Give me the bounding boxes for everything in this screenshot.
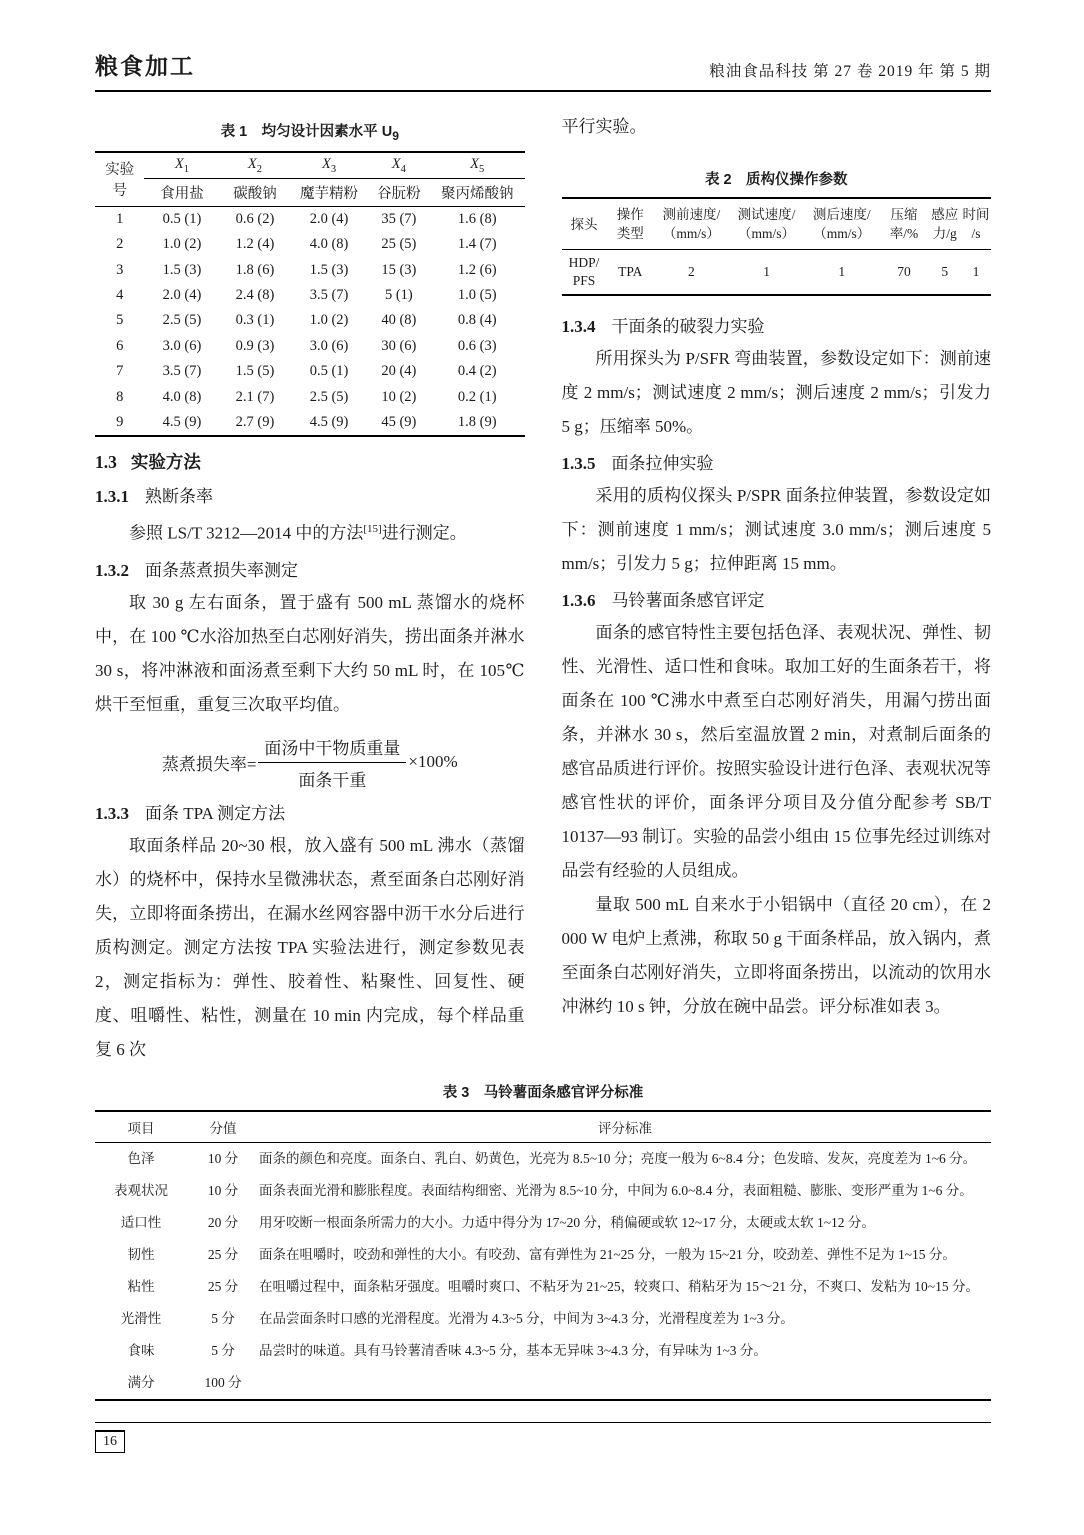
table1-caption-text: 表 1 均匀设计因素水平 U bbox=[220, 124, 393, 140]
table-cell: 20 分 bbox=[207, 1214, 239, 1230]
table3-section bbox=[95, 1081, 991, 1401]
header-line: （mm/s） bbox=[662, 226, 720, 241]
table-cell: 9 bbox=[116, 413, 124, 430]
table-cell: 5 (1) bbox=[384, 287, 413, 304]
section-number: 1.3.3 bbox=[95, 803, 129, 823]
table-cell: 光滑性 bbox=[120, 1310, 162, 1326]
table3-caption: 表 3 马铃薯面条感官评分标准 bbox=[442, 1084, 644, 1101]
section-number: 1.3.6 bbox=[561, 591, 596, 610]
table1-factor-symbol bbox=[430, 152, 525, 178]
table-cell: 0.2 (1) bbox=[457, 388, 497, 405]
table-cell: 25 分 bbox=[207, 1246, 239, 1262]
right-column bbox=[562, 110, 992, 1067]
table1-rowheader-line2: 号 bbox=[112, 183, 127, 200]
table-cell: 2.7 (9) bbox=[235, 413, 275, 430]
table-cell: 10 分 bbox=[207, 1182, 239, 1198]
table3-header: 分值 bbox=[187, 1111, 259, 1143]
paragraph-text: 参照 LS/T 3212—2014 中的方法 bbox=[129, 523, 364, 543]
header-line: 感应 bbox=[931, 207, 959, 222]
table-cell: 2.1 (7) bbox=[235, 388, 275, 405]
table-cell: 3 bbox=[116, 261, 124, 278]
section-heading-1-3-3 bbox=[95, 799, 525, 824]
paragraph-1-3-5: 采用的质构仪探头 P/SPR 面条拉伸装置，参数设定如下：测前速度 1 mm/s；测试速度 3.0 mm/s；测后速度 5 mm/s；引发力 5 g；拉伸距离 15 mm。 bbox=[561, 486, 991, 573]
table-cell: 粘性 bbox=[127, 1278, 155, 1294]
table-cell: 2 bbox=[688, 264, 695, 279]
table-cell: 6 bbox=[116, 337, 124, 354]
table-cell: 用牙咬断一根面条所需力的大小。力适中得分为 17~20 分，稍偏硬或软 12~17 分，太硬或太软 1~12 分。 bbox=[259, 1214, 875, 1230]
table-row bbox=[95, 206, 525, 232]
table-cell: 0.6 (2) bbox=[235, 210, 275, 227]
header-line: 压缩 bbox=[890, 207, 918, 222]
table-cell: 1 bbox=[972, 264, 980, 279]
section-heading-1-3-1 bbox=[95, 482, 525, 507]
column-section-title: 粮食加工 bbox=[95, 53, 195, 79]
header-line: （mm/s） bbox=[738, 226, 796, 241]
citation-marker: [15] bbox=[363, 523, 382, 536]
header-line: 操作 bbox=[616, 207, 644, 222]
table-cell: 25 (5) bbox=[381, 236, 417, 253]
table-cell: 20 (4) bbox=[381, 363, 417, 380]
table2-caption: 表 2 质构仪操作参数 bbox=[704, 172, 848, 188]
sensory-scoring-table bbox=[95, 1110, 991, 1401]
table-cell: 0.6 (3) bbox=[457, 337, 497, 354]
carryover-paragraph: 平行实验。 bbox=[561, 117, 647, 136]
section-number: 1.3.2 bbox=[95, 560, 129, 580]
table-row bbox=[95, 308, 525, 333]
header-line: /s bbox=[971, 226, 981, 241]
table-cell: 2 bbox=[116, 236, 124, 253]
table1-factor-name: 谷朊粉 bbox=[368, 178, 430, 206]
table-cell: 1.2 (4) bbox=[235, 236, 275, 253]
table-cell: 100 分 bbox=[204, 1374, 242, 1390]
table-cell: 1.5 (3) bbox=[162, 261, 202, 278]
table-cell: 1.0 (2) bbox=[162, 236, 202, 253]
table-cell: 1 bbox=[838, 264, 846, 279]
paragraph-text: 进行测定。 bbox=[381, 523, 467, 543]
table-cell: 3.5 (7) bbox=[162, 363, 202, 380]
table-cell: 4.0 (8) bbox=[309, 236, 349, 253]
header-line: 探头 bbox=[570, 216, 598, 232]
table-cell: 4.0 (8) bbox=[162, 388, 202, 405]
footer-rule bbox=[95, 1422, 991, 1423]
header-line: 测后速度/ bbox=[812, 207, 871, 222]
table2-header bbox=[654, 198, 729, 250]
table1-caption bbox=[95, 120, 525, 143]
section-heading-1-3-5 bbox=[562, 449, 992, 474]
table-cell: 8 bbox=[116, 388, 124, 405]
section-title: 熟断条率 bbox=[145, 487, 213, 507]
table-cell: 5 分 bbox=[211, 1342, 235, 1358]
table-cell: 品尝时的味道。具有马铃薯清香味 4.3~5 分，基本无异味 3~4.3 分，有异味为 1~3 分。 bbox=[259, 1342, 767, 1358]
header-line: 力/g bbox=[932, 226, 957, 241]
table-row bbox=[95, 283, 525, 308]
factor-symbol: X bbox=[247, 155, 257, 172]
table-cell: 1.0 (5) bbox=[457, 287, 497, 304]
table-cell: 3.5 (7) bbox=[309, 287, 349, 304]
section-number: 1.3.4 bbox=[561, 317, 596, 336]
header-line: （mm/s） bbox=[813, 226, 871, 241]
table-cell: 7 bbox=[116, 363, 124, 380]
table-cell: 满分 bbox=[127, 1374, 155, 1390]
table-row bbox=[95, 1239, 991, 1271]
table-cell: 面条在咀嚼时，咬劲和弹性的大小。有咬劲、富有弹性为 21~25 分，一般为 15~21 分，咬劲差、弹性不足为 1~15 分。 bbox=[259, 1246, 956, 1262]
table-row bbox=[95, 1367, 991, 1400]
table-cell: 表观状况 bbox=[114, 1182, 168, 1198]
table1-factor-name: 食用盐 bbox=[144, 178, 219, 206]
table-cell: 5 bbox=[941, 264, 949, 279]
factor-subscript: 4 bbox=[400, 163, 406, 175]
table-cell: 10 (2) bbox=[381, 388, 417, 405]
table1-header-row-1 bbox=[95, 152, 525, 178]
table-cell: 2.4 (8) bbox=[235, 287, 275, 304]
table2-header-row bbox=[562, 198, 992, 250]
table-cell: 40 (8) bbox=[381, 312, 417, 329]
paragraph-1-3-2: 取 30 g 左右面条，置于盛有 500 mL 蒸馏水的烧杯中，在 100 ℃水浴加热至白芯刚好消失，捞出面条并淋水 30 s，将冲淋液和面汤煮至剩下大约 50 mL 时，在 105℃烘干至恒重，重复三次取平均值。 bbox=[95, 592, 525, 714]
table-cell: 35 (7) bbox=[381, 210, 417, 227]
table2-header bbox=[562, 198, 607, 250]
factor-symbol: X bbox=[470, 155, 480, 172]
table-row bbox=[95, 1142, 991, 1175]
table-cell: 10 分 bbox=[207, 1150, 239, 1166]
table-cell: 在品尝面条时口感的光滑程度。光滑为 4.3~5 分，中间为 3~4.3 分，光滑程度差为 1~3 分。 bbox=[259, 1310, 794, 1326]
table3-header: 项目 bbox=[95, 1111, 187, 1143]
section-number: 1.3 bbox=[95, 452, 117, 473]
table-cell: 1.2 (6) bbox=[457, 261, 497, 278]
header-line: 类型 bbox=[616, 226, 644, 241]
formula-rhs: ×100% bbox=[408, 752, 458, 772]
table1-header-row-2 bbox=[95, 178, 525, 206]
table-cell: 0.5 (1) bbox=[162, 210, 202, 227]
texture-analyzer-params-table bbox=[562, 197, 992, 296]
page-number: 16 bbox=[95, 1430, 125, 1453]
section-heading-1-3-4 bbox=[562, 312, 992, 337]
table2-header bbox=[729, 198, 804, 250]
factor-symbol: X bbox=[322, 155, 331, 172]
table-row bbox=[95, 1271, 991, 1303]
table-cell: 韧性 bbox=[127, 1246, 155, 1262]
factor-subscript: 2 bbox=[256, 163, 263, 175]
table-row bbox=[95, 1335, 991, 1367]
header-line: 测试速度/ bbox=[737, 207, 796, 222]
table-cell: 3.0 (6) bbox=[309, 337, 349, 354]
paragraph-1-3-6-a: 面条的感官特性主要包括色泽、表观状况、弹性、韧性、光滑性、适口性和食味。取加工好的生面条若干，将面条在 100 ℃沸水中煮至白芯刚好消失，用漏勺捞出面条，并淋水 30 s，然后室温放置 2 min，对煮制后面条的感官品质进行评价。按照实验设计进行色泽、表观状况等感官性状的评价，面条评分项目及分值分配参考 SB/T 10137—93 制订。实验的品尝小组由 15 位事先经过训练对品尝有经验的人员组成。 bbox=[561, 623, 991, 880]
table-cell: 1.6 (8) bbox=[457, 210, 497, 227]
table-cell: 食味 bbox=[127, 1342, 155, 1358]
paragraph-1-3-6-b: 量取 500 mL 自来水于小铝锅中（直径 20 cm），在 2 000 W 电炉上煮沸，称取 50 g 干面条样品，放入锅内，煮至面条白芯刚好消失，立即将面条捞出，以流动的饮用水冲淋约 10 s 钟，分放在碗中品尝。评分标准如表 3。 bbox=[561, 895, 991, 1016]
table-cell: 30 (6) bbox=[381, 337, 417, 354]
table-cell: 2.5 (5) bbox=[162, 312, 202, 329]
formula-fraction bbox=[258, 734, 406, 791]
table3-header: 评分标准 bbox=[259, 1111, 991, 1143]
two-column-body bbox=[95, 110, 991, 1067]
section-title: 面条蒸煮损失率测定 bbox=[145, 560, 298, 580]
table-row bbox=[562, 250, 992, 296]
factor-subscript: 5 bbox=[479, 163, 485, 175]
table-cell: 在咀嚼过程中，面条粘牙强度。咀嚼时爽口、不粘牙为 21~25，较爽口、稍粘牙为 15～21 分，不爽口、发粘为 10~15 分。 bbox=[259, 1278, 979, 1294]
table2-header bbox=[607, 198, 654, 250]
table-row bbox=[95, 258, 525, 283]
table-cell: TPA bbox=[618, 264, 643, 279]
table-cell: 1.8 (6) bbox=[235, 261, 275, 278]
table-cell: 0.3 (1) bbox=[235, 312, 275, 329]
section-title: 面条拉伸实验 bbox=[611, 454, 714, 473]
table-cell: 1.5 (5) bbox=[235, 363, 275, 380]
table-cell: 2.0 (4) bbox=[309, 210, 349, 227]
table1-factor-symbol bbox=[368, 152, 430, 178]
table-cell: 5 分 bbox=[211, 1310, 235, 1326]
table2-header bbox=[879, 198, 928, 250]
factor-symbol: X bbox=[391, 155, 401, 172]
table-row bbox=[95, 359, 525, 384]
table-cell: 4.5 (9) bbox=[309, 413, 349, 430]
table-cell: 色泽 bbox=[127, 1150, 155, 1166]
table1-factor-name: 聚丙烯酸钠 bbox=[430, 178, 525, 206]
table-cell: 0.4 (2) bbox=[457, 363, 497, 380]
table-cell: 45 (9) bbox=[381, 413, 417, 430]
table-row bbox=[95, 1175, 991, 1207]
section-heading-1-3-2 bbox=[95, 556, 525, 581]
table1-rowheader-line1: 实验 bbox=[105, 162, 135, 179]
table1-factor-name: 魔芋精粉 bbox=[290, 178, 367, 206]
paragraph-1-3-1 bbox=[95, 512, 525, 551]
table1-caption-subscript: 9 bbox=[392, 128, 399, 143]
section-title: 面条 TPA 测定方法 bbox=[145, 803, 286, 823]
probe-line: PFS bbox=[572, 273, 596, 288]
table1-factor-symbol bbox=[220, 152, 291, 178]
table-cell: 3.0 (6) bbox=[162, 337, 202, 354]
table-row bbox=[95, 410, 525, 436]
section-number: 1.3.5 bbox=[561, 454, 596, 473]
table-cell: 0.9 (3) bbox=[235, 337, 275, 354]
table1-factor-name: 碳酸钠 bbox=[220, 178, 291, 206]
journal-issue-info: 粮油食品科技 第 27 卷 2019 年 第 5 期 bbox=[709, 63, 991, 80]
header-line: 时间 bbox=[962, 207, 990, 222]
table-cell: 25 分 bbox=[207, 1278, 239, 1294]
formula-numerator: 面汤中干物质重量 bbox=[258, 734, 406, 763]
page-header bbox=[95, 48, 991, 92]
table2-header bbox=[804, 198, 879, 250]
section-title: 干面条的破裂力实验 bbox=[611, 317, 765, 336]
paragraph-1-3-4: 所用探头为 P/SFR 弯曲装置，参数设定如下：测前速度 2 mm/s；测试速度 2 mm/s；测后速度 2 mm/s；引发力 5 g；压缩率 50%。 bbox=[561, 349, 991, 436]
table-cell: 面条表面光滑和膨胀程度。表面结构细密、光滑为 8.5~10 分，中间为 6.0~8.4 分，表面粗糙、膨胀、变形严重为 1~6 分。 bbox=[259, 1182, 973, 1198]
table1-factor-symbol bbox=[290, 152, 367, 178]
section-title: 实验方法 bbox=[130, 452, 201, 473]
table-cell: 0.8 (4) bbox=[457, 312, 497, 329]
table-row bbox=[95, 232, 525, 257]
factor-subscript: 1 bbox=[183, 163, 190, 175]
table-cell: 70 bbox=[897, 264, 911, 279]
table2-header bbox=[961, 198, 991, 250]
table3-header-row bbox=[95, 1111, 991, 1143]
table-cell bbox=[562, 250, 607, 296]
table-cell: 1 bbox=[763, 264, 770, 279]
table-cell: 2.0 (4) bbox=[162, 287, 202, 304]
table-cell: 15 (3) bbox=[381, 261, 417, 278]
header-line: 测前速度/ bbox=[662, 207, 721, 222]
section-heading-1-3 bbox=[95, 449, 525, 474]
table-cell: 面条的颜色和亮度。面条白、乳白、奶黄色，光亮为 8.5~10 分；亮度一般为 6~8.4 分；色发暗、发灰，亮度差为 1~6 分。 bbox=[259, 1150, 977, 1166]
table2-header bbox=[929, 198, 961, 250]
uniform-design-table bbox=[95, 151, 525, 437]
table-cell bbox=[259, 1367, 991, 1400]
table-cell: 1.4 (7) bbox=[457, 236, 497, 253]
table-row bbox=[95, 1207, 991, 1239]
table-cell: 4 bbox=[116, 287, 124, 304]
cooking-loss-formula bbox=[95, 734, 525, 791]
factor-symbol: X bbox=[174, 155, 184, 172]
table-cell: 1.8 (9) bbox=[457, 413, 497, 430]
table-cell: 适口性 bbox=[120, 1214, 162, 1230]
formula-lhs: 蒸煮损失率= bbox=[161, 754, 257, 774]
table-cell: 0.5 (1) bbox=[309, 363, 349, 380]
table-row bbox=[95, 1303, 991, 1335]
table-cell: 2.5 (5) bbox=[309, 388, 349, 405]
table-cell: 1.5 (3) bbox=[309, 261, 349, 278]
table-cell: 4.5 (9) bbox=[162, 413, 202, 430]
section-number: 1.3.1 bbox=[95, 487, 129, 507]
table-cell: 1 bbox=[116, 210, 124, 227]
table1-factor-symbol bbox=[144, 152, 219, 178]
section-heading-1-3-6 bbox=[562, 586, 992, 611]
table-row bbox=[95, 334, 525, 359]
formula-denominator: 面条干重 bbox=[298, 770, 367, 790]
table-row bbox=[95, 384, 525, 409]
table-cell: 1.0 (2) bbox=[309, 312, 349, 329]
table-cell: 5 bbox=[116, 312, 124, 329]
table1-rowheader bbox=[95, 152, 144, 206]
paper-page bbox=[95, 48, 991, 1453]
probe-line: HDP/ bbox=[568, 255, 600, 270]
paragraph-1-3-3: 取面条样品 20~30 根，放入盛有 500 mL 沸水（蒸馏水）的烧杯中，保持水呈微沸状态，煮至面条白芯刚好消失，立即将面条捞出，在漏水丝网容器中沥干水分后进行质构测定。测定方法按 TPA 实验法进行，测定参数见表 2，测定指标为：弹性、胶着性、粘聚性、回复性、硬度、咀嚼性、粘性，测量在 10 min 内完成，每个样品重复 6 次 bbox=[95, 835, 525, 1059]
factor-subscript: 3 bbox=[330, 163, 337, 175]
left-column bbox=[95, 110, 525, 1067]
section-title: 马铃薯面条感官评定 bbox=[611, 591, 765, 610]
header-line: 率/% bbox=[889, 226, 919, 241]
